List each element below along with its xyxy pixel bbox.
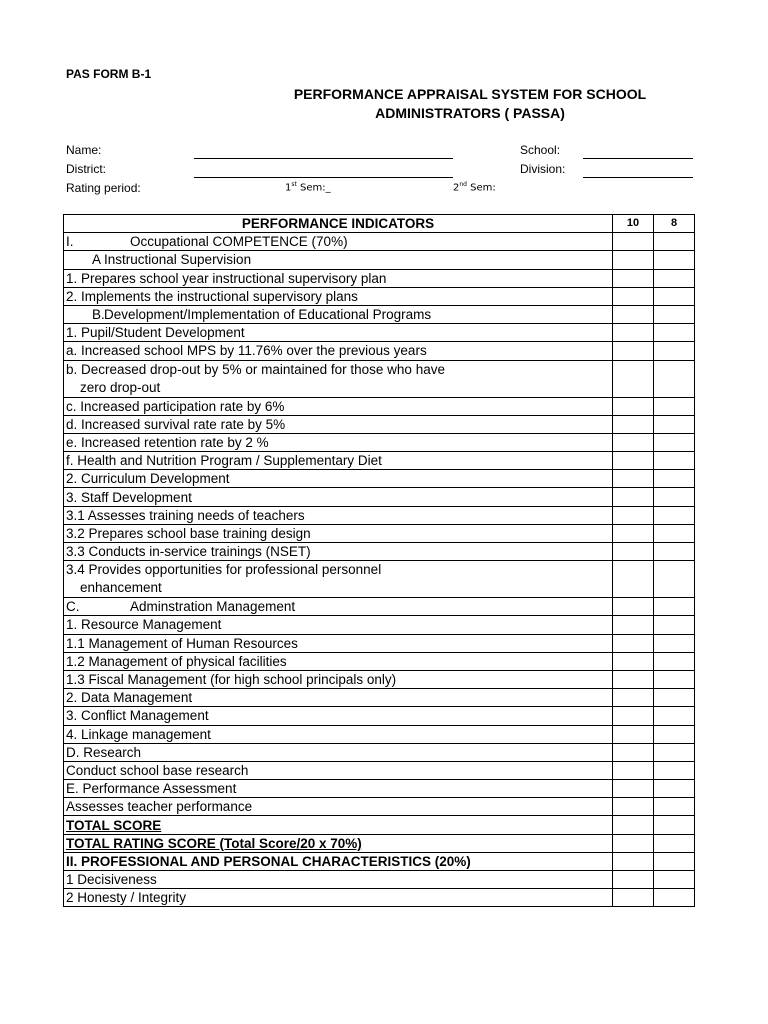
- score-10-cell[interactable]: [613, 360, 654, 397]
- score-8-cell[interactable]: [654, 269, 695, 287]
- score-8-cell[interactable]: [654, 433, 695, 451]
- table-row: [64, 871, 695, 889]
- score-10-cell[interactable]: [613, 616, 654, 634]
- indicator-cell: [64, 834, 613, 852]
- score-8-cell[interactable]: [654, 233, 695, 251]
- score-10-cell[interactable]: [613, 889, 654, 907]
- score-10-cell[interactable]: [613, 452, 654, 470]
- indicator-cell: [64, 305, 613, 323]
- score-10-cell[interactable]: [613, 415, 654, 433]
- score-10-cell[interactable]: [613, 725, 654, 743]
- indicator-cell: [64, 852, 613, 870]
- indicator-cell: [64, 634, 613, 652]
- indicator-text: Development/Implementation of Educational Programs: [104, 307, 432, 323]
- score-8-cell[interactable]: [654, 889, 695, 907]
- name-label: Name:: [66, 143, 102, 157]
- indicator-text: 1.3 Fiscal Management (for high school principals only): [66, 672, 397, 688]
- score-10-cell[interactable]: [613, 670, 654, 688]
- table-row: [64, 470, 695, 488]
- score-10-cell[interactable]: [613, 543, 654, 561]
- table-row: [64, 780, 695, 798]
- indicator-text: 3.4 Provides opportunities for professional personnel: [66, 562, 382, 578]
- score-10-header: 10: [613, 215, 654, 233]
- form-title-line2: ADMINISTRATORS ( PASSA): [375, 105, 565, 121]
- indicator-cell: [64, 652, 613, 670]
- indicator-text: c. Increased participation rate by 6%: [66, 398, 285, 414]
- table-row: [64, 342, 695, 360]
- indicator-cell: [64, 761, 613, 779]
- table-row: [64, 506, 695, 524]
- table-row: [64, 488, 695, 506]
- table-row: [64, 670, 695, 688]
- second-semester-label: Sem:: [467, 182, 496, 194]
- score-10-cell[interactable]: [613, 634, 654, 652]
- table-row: [64, 324, 695, 342]
- indicator-cell: [64, 324, 613, 342]
- second-semester-number: 2: [453, 182, 460, 194]
- score-10-cell[interactable]: [613, 743, 654, 761]
- table-row: [64, 743, 695, 761]
- indicator-text: 2. Data Management: [66, 690, 193, 706]
- score-8-cell[interactable]: [654, 506, 695, 524]
- indicator-text: 1.1 Management of Human Resources: [66, 635, 298, 651]
- indicator-text: Conduct school base research: [66, 762, 249, 778]
- indicator-cell: [64, 743, 613, 761]
- score-10-cell[interactable]: [613, 871, 654, 889]
- school-label: School:: [520, 143, 561, 157]
- score-8-cell[interactable]: [654, 761, 695, 779]
- score-10-cell[interactable]: [613, 488, 654, 506]
- table-row: [64, 761, 695, 779]
- indicator-text: 3.3 Conducts in-service trainings (NSET): [66, 544, 311, 560]
- indicator-text: e. Increased retention rate by 2 %: [66, 434, 269, 450]
- score-10-cell[interactable]: [613, 269, 654, 287]
- indicator-number: B.: [92, 307, 105, 323]
- table-row: [64, 524, 695, 542]
- score-8-cell[interactable]: [654, 616, 695, 634]
- score-8-cell[interactable]: [654, 634, 695, 652]
- score-8-cell[interactable]: [654, 834, 695, 852]
- indicator-cell: [64, 670, 613, 688]
- indicator-text: 2 Honesty / Integrity: [66, 890, 187, 906]
- score-8-cell[interactable]: [654, 488, 695, 506]
- score-8-cell[interactable]: [654, 251, 695, 269]
- score-10-cell[interactable]: [613, 834, 654, 852]
- form-code: PAS FORM B-1: [66, 67, 152, 81]
- score-8-cell[interactable]: [654, 397, 695, 415]
- table-row: [64, 689, 695, 707]
- score-10-cell[interactable]: [613, 816, 654, 834]
- table-row: [64, 852, 695, 870]
- indicator-text: b. Decreased drop-out by 5% or maintained for those who have: [66, 361, 445, 377]
- table-row: [64, 305, 695, 323]
- indicator-cell: [64, 816, 613, 834]
- second-semester-suffix: nd: [459, 181, 467, 188]
- indicator-text: 3.1 Assesses training needs of teachers: [66, 507, 305, 523]
- indicator-text: 1. Prepares school year instructional supervisory plan: [66, 270, 387, 286]
- table-row: [64, 725, 695, 743]
- indicator-text: Assesses teacher performance: [66, 799, 253, 815]
- score-8-cell[interactable]: [654, 524, 695, 542]
- table-row: [64, 816, 695, 834]
- table-row: [64, 834, 695, 852]
- table-row: [64, 397, 695, 415]
- score-8-cell[interactable]: [654, 561, 695, 598]
- indicator-cell: [64, 725, 613, 743]
- score-10-cell[interactable]: [613, 324, 654, 342]
- table-row: [64, 598, 695, 616]
- table-row: [64, 543, 695, 561]
- indicator-cell: [64, 616, 613, 634]
- score-8-cell[interactable]: [654, 725, 695, 743]
- indicator-text-continuation: zero drop-out: [80, 379, 161, 395]
- indicator-number: C.: [66, 599, 80, 615]
- score-10-cell[interactable]: [613, 506, 654, 524]
- score-10-cell[interactable]: [613, 598, 654, 616]
- indicator-cell: [64, 360, 613, 397]
- indicator-text: 2. Implements the instructional supervisory plans: [66, 288, 358, 304]
- score-8-cell[interactable]: [654, 816, 695, 834]
- table-row: [64, 251, 695, 269]
- score-10-cell[interactable]: [613, 707, 654, 725]
- score-8-cell[interactable]: [654, 743, 695, 761]
- score-10-cell[interactable]: [613, 852, 654, 870]
- score-8-cell[interactable]: [654, 324, 695, 342]
- indicator-text: Instructional Supervision: [104, 252, 252, 268]
- second-semester-field[interactable]: [453, 181, 496, 193]
- table-row: [64, 433, 695, 451]
- score-8-cell[interactable]: [654, 543, 695, 561]
- score-8-cell[interactable]: [654, 305, 695, 323]
- score-10-cell[interactable]: [613, 305, 654, 323]
- score-8-cell[interactable]: [654, 670, 695, 688]
- score-8-cell[interactable]: [654, 360, 695, 397]
- rating-period-label: Rating period:: [66, 181, 141, 195]
- indicator-text: Occupational COMPETENCE (70%): [130, 234, 348, 250]
- indicator-cell: [64, 506, 613, 524]
- indicator-text-continuation: enhancement: [80, 580, 162, 596]
- indicator-cell: [64, 598, 613, 616]
- first-semester-label: Sem:_: [296, 182, 331, 194]
- performance-indicators-table: [63, 214, 695, 907]
- indicator-cell: [64, 452, 613, 470]
- indicator-text: 1 Decisiveness: [66, 872, 157, 888]
- indicator-text: 1.2 Management of physical facilities: [66, 653, 287, 669]
- score-8-cell[interactable]: [654, 470, 695, 488]
- table-row: [64, 707, 695, 725]
- score-8-cell[interactable]: [654, 452, 695, 470]
- score-8-cell[interactable]: [654, 871, 695, 889]
- indicator-cell: [64, 561, 613, 598]
- indicator-cell: [64, 397, 613, 415]
- district-label: District:: [66, 162, 106, 176]
- district-field-line[interactable]: [194, 177, 453, 178]
- indicator-text: 3. Conflict Management: [66, 708, 209, 724]
- indicator-cell: [64, 689, 613, 707]
- score-8-cell[interactable]: [654, 780, 695, 798]
- score-10-cell[interactable]: [613, 287, 654, 305]
- indicator-text: TOTAL RATING SCORE (Total Score/20 x 70%): [66, 835, 362, 851]
- indicator-text: TOTAL SCORE: [66, 817, 162, 833]
- score-8-cell[interactable]: [654, 707, 695, 725]
- indicator-text: 3.2 Prepares school base training design: [66, 525, 311, 541]
- table-row: [64, 634, 695, 652]
- indicator-text: D. Research: [66, 744, 142, 760]
- first-semester-field[interactable]: [285, 181, 331, 193]
- indicator-text: 1. Pupil/Student Development: [66, 325, 245, 341]
- table-row: [64, 889, 695, 907]
- indicator-text: II. PROFESSIONAL AND PERSONAL CHARACTERISTICS (20%): [66, 853, 471, 869]
- indicator-cell: [64, 543, 613, 561]
- score-10-cell[interactable]: [613, 470, 654, 488]
- form-title-line1: PERFORMANCE APPRAISAL SYSTEM FOR SCHOOL: [293, 86, 647, 102]
- score-8-cell[interactable]: [654, 689, 695, 707]
- score-8-cell[interactable]: [654, 598, 695, 616]
- indicator-cell: [64, 470, 613, 488]
- table-row: [64, 269, 695, 287]
- indicator-cell: [64, 269, 613, 287]
- division-field-line[interactable]: [583, 177, 693, 178]
- indicator-cell: [64, 524, 613, 542]
- table-row: [64, 798, 695, 816]
- score-8-cell[interactable]: [654, 798, 695, 816]
- table-row: [64, 360, 695, 397]
- table-row: [64, 233, 695, 251]
- school-field-line[interactable]: [583, 158, 693, 159]
- indicator-cell: [64, 287, 613, 305]
- indicator-cell: [64, 233, 613, 251]
- score-10-cell[interactable]: [613, 524, 654, 542]
- score-8-header: 8: [654, 215, 695, 233]
- name-field-line[interactable]: [194, 158, 453, 159]
- score-8-cell[interactable]: [654, 852, 695, 870]
- indicators-header: PERFORMANCE INDICATORS: [64, 215, 613, 233]
- table-row: [64, 452, 695, 470]
- score-10-cell[interactable]: [613, 397, 654, 415]
- division-label: Division:: [520, 162, 566, 176]
- table-row: [64, 561, 695, 598]
- indicator-text: f. Health and Nutrition Program / Supplementary Diet: [66, 453, 382, 469]
- score-8-cell[interactable]: [654, 652, 695, 670]
- indicator-number: A: [92, 252, 102, 268]
- table-row: [64, 287, 695, 305]
- indicator-cell: [64, 433, 613, 451]
- indicator-text: d. Increased survival rate rate by 5%: [66, 416, 286, 432]
- score-10-cell[interactable]: [613, 798, 654, 816]
- score-10-cell[interactable]: [613, 233, 654, 251]
- table-header-row: [64, 215, 695, 233]
- indicator-text: Adminstration Management: [130, 599, 296, 615]
- score-10-cell[interactable]: [613, 652, 654, 670]
- indicator-text: 1. Resource Management: [66, 617, 222, 633]
- first-semester-suffix: st: [291, 181, 297, 188]
- score-8-cell[interactable]: [654, 287, 695, 305]
- indicator-cell: [64, 871, 613, 889]
- indicator-text: 4. Linkage management: [66, 726, 211, 742]
- score-8-cell[interactable]: [654, 342, 695, 360]
- indicator-cell: [64, 707, 613, 725]
- score-10-cell[interactable]: [613, 251, 654, 269]
- indicator-text: a. Increased school MPS by 11.76% over the previous years: [66, 343, 427, 359]
- indicator-text: 2. Curriculum Development: [66, 471, 230, 487]
- score-10-cell[interactable]: [613, 761, 654, 779]
- indicator-cell: [64, 798, 613, 816]
- indicator-text: 3. Staff Development: [66, 489, 192, 505]
- first-semester-number: 1: [285, 182, 292, 194]
- score-10-cell[interactable]: [613, 689, 654, 707]
- indicator-cell: [64, 251, 613, 269]
- indicator-cell: [64, 415, 613, 433]
- indicator-number: I.: [66, 234, 74, 250]
- score-10-cell[interactable]: [613, 433, 654, 451]
- indicator-cell: [64, 488, 613, 506]
- table-row: [64, 652, 695, 670]
- score-10-cell[interactable]: [613, 342, 654, 360]
- score-10-cell[interactable]: [613, 561, 654, 598]
- indicator-cell: [64, 889, 613, 907]
- table-row: [64, 415, 695, 433]
- indicator-text: E. Performance Assessment: [66, 781, 237, 797]
- score-10-cell[interactable]: [613, 780, 654, 798]
- table-row: [64, 616, 695, 634]
- indicator-cell: [64, 780, 613, 798]
- indicator-cell: [64, 342, 613, 360]
- score-8-cell[interactable]: [654, 415, 695, 433]
